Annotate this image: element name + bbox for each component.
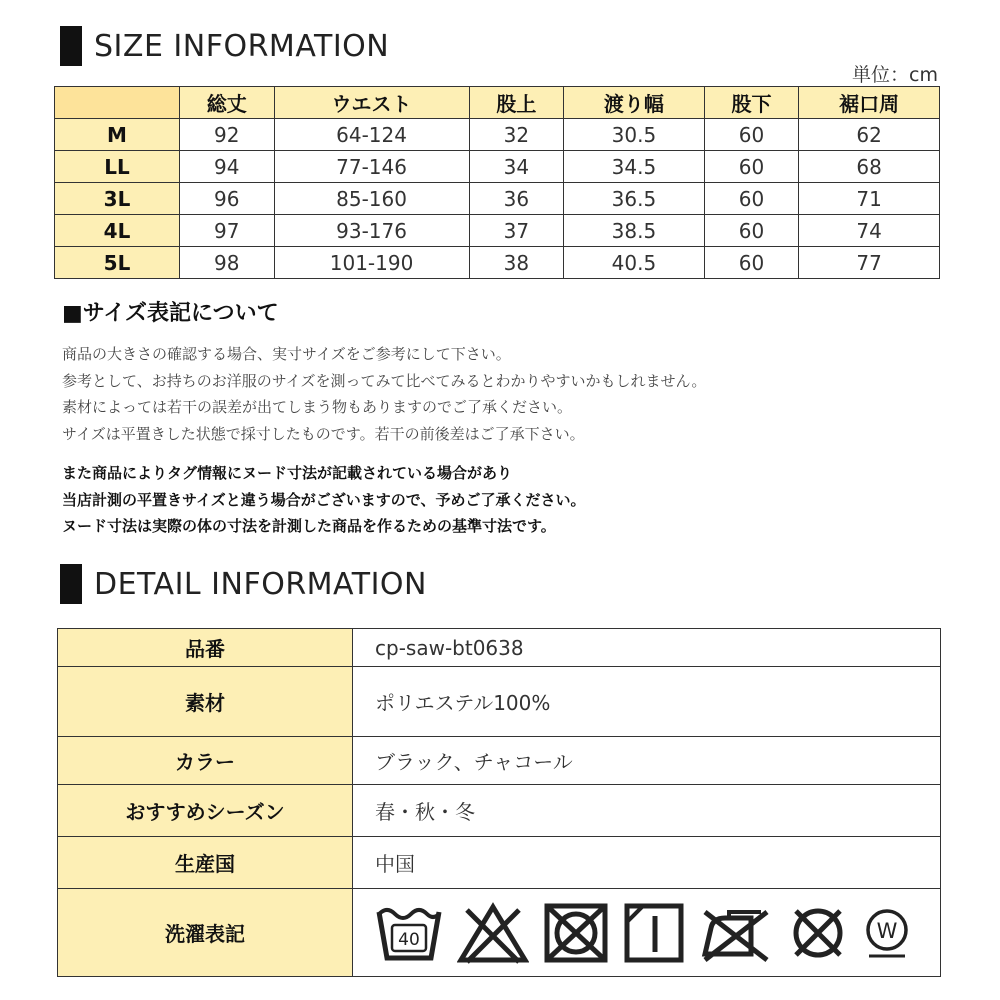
table-cell: 92: [180, 119, 275, 151]
detail-row: [58, 737, 941, 785]
care-icons-cell: [353, 889, 941, 977]
detail-value: 中国: [353, 837, 941, 889]
size-note-bold-text: [62, 460, 586, 540]
table-cell: 38: [469, 247, 564, 279]
wash-temperature-text: 40: [398, 929, 420, 950]
column-header: 渡り幅: [564, 87, 705, 119]
table-cell: 94: [180, 151, 275, 183]
table-cell: 93-176: [274, 215, 469, 247]
column-header: 股下: [704, 87, 799, 119]
detail-section-title: [60, 564, 427, 604]
table-cell: 71: [799, 183, 940, 215]
size-note-text: [62, 341, 706, 447]
table-cell: 34: [469, 151, 564, 183]
bold-note-line: 当店計測の平置きサイズと違う場合がございますので、予めご了承ください。: [62, 490, 586, 509]
table-cell: 36.5: [564, 183, 705, 215]
table-cell: 97: [180, 215, 275, 247]
detail-row: [58, 785, 941, 837]
column-header: 裾口周: [799, 87, 940, 119]
table-cell: 68: [799, 151, 940, 183]
wet-clean-icon: [863, 902, 913, 964]
table-cell: 60: [704, 183, 799, 215]
detail-row: [58, 629, 941, 667]
column-header: ウエスト: [274, 87, 469, 119]
bold-note-line: ヌード寸法は実際の体の寸法を計測した商品を作るための基準寸法です。: [62, 517, 556, 535]
detail-table: [57, 628, 941, 977]
no-bleach-icon: [457, 902, 529, 964]
table-cell: 36: [469, 183, 564, 215]
detail-label: カラー: [58, 737, 353, 785]
unit-label: 単位：cm: [852, 64, 938, 86]
wet-clean-letter: W: [876, 918, 898, 943]
no-dry-clean-icon: [787, 902, 849, 964]
note-line: サイズは平置きした状態で採寸したものです。若干の前後差はご了承下さい。: [62, 424, 585, 443]
corner-cell: [55, 87, 180, 119]
detail-value: cp-saw-bt0638: [353, 629, 941, 667]
size-label: 5L: [55, 247, 180, 279]
table-cell: 98: [180, 247, 275, 279]
bold-note-line: また商品によりタグ情報にヌード寸法が記載されている場合があり: [62, 464, 513, 482]
size-label: 4L: [55, 215, 180, 247]
detail-value: 春・秋・冬: [353, 785, 941, 837]
note-line: 参考として、お持ちのお洋服のサイズを測ってみて比べてみるとわかりやすいかもしれません。: [62, 371, 707, 390]
detail-label: 品番: [58, 629, 353, 667]
note-line: 商品の大きさの確認する場合、実寸サイズをご参考にして下さい。: [62, 345, 511, 363]
table-cell: 38.5: [564, 215, 705, 247]
no-iron-icon: [699, 902, 773, 964]
detail-title-text: DETAIL INFORMATION: [94, 566, 427, 602]
column-header: 総丈: [180, 87, 275, 119]
detail-value: ブラック、チャコール: [353, 737, 941, 785]
table-cell: 40.5: [564, 247, 705, 279]
table-cell: 34.5: [564, 151, 705, 183]
table-cell: 77-146: [274, 151, 469, 183]
size-note-heading: ■サイズ表記について: [62, 301, 279, 326]
care-icons: [375, 902, 940, 964]
table-cell: 32: [469, 119, 564, 151]
detail-value: ポリエステル100%: [353, 667, 941, 737]
size-label: 3L: [55, 183, 180, 215]
wash-40-icon: [375, 902, 443, 964]
table-cell: 64-124: [274, 119, 469, 151]
table-cell: 60: [704, 215, 799, 247]
size-table-header: [55, 87, 940, 119]
note-line: 素材によっては若干の誤差が出てしまう物もありますのでご了承ください。: [62, 398, 573, 416]
size-label: M: [55, 119, 180, 151]
detail-label: 生産国: [58, 837, 353, 889]
table-cell: 74: [799, 215, 940, 247]
table-cell: 62: [799, 119, 940, 151]
size-label: LL: [55, 151, 180, 183]
table-cell: 85-160: [274, 183, 469, 215]
size-table: [54, 86, 940, 279]
detail-label: 洗濯表記: [58, 889, 353, 977]
table-cell: 30.5: [564, 119, 705, 151]
table-row: [55, 247, 940, 279]
line-dry-shade-icon: [623, 902, 685, 964]
table-cell: 37: [469, 215, 564, 247]
size-section-title: [60, 26, 389, 66]
table-row: [55, 215, 940, 247]
table-cell: 60: [704, 151, 799, 183]
table-row: [55, 119, 940, 151]
table-cell: 60: [704, 119, 799, 151]
table-cell: 96: [180, 183, 275, 215]
title-bar-marker: [60, 564, 82, 604]
detail-row: [58, 837, 941, 889]
size-title-text: SIZE INFORMATION: [94, 28, 390, 64]
table-row: [55, 151, 940, 183]
title-bar-marker: [60, 26, 82, 66]
table-cell: 77: [799, 247, 940, 279]
table-cell: 101-190: [274, 247, 469, 279]
detail-row: [58, 889, 941, 977]
column-header: 股上: [469, 87, 564, 119]
detail-label: おすすめシーズン: [58, 785, 353, 837]
table-row: [55, 183, 940, 215]
no-tumble-dry-icon: [543, 902, 609, 964]
table-cell: 60: [704, 247, 799, 279]
detail-label: 素材: [58, 667, 353, 737]
detail-row: [58, 667, 941, 737]
